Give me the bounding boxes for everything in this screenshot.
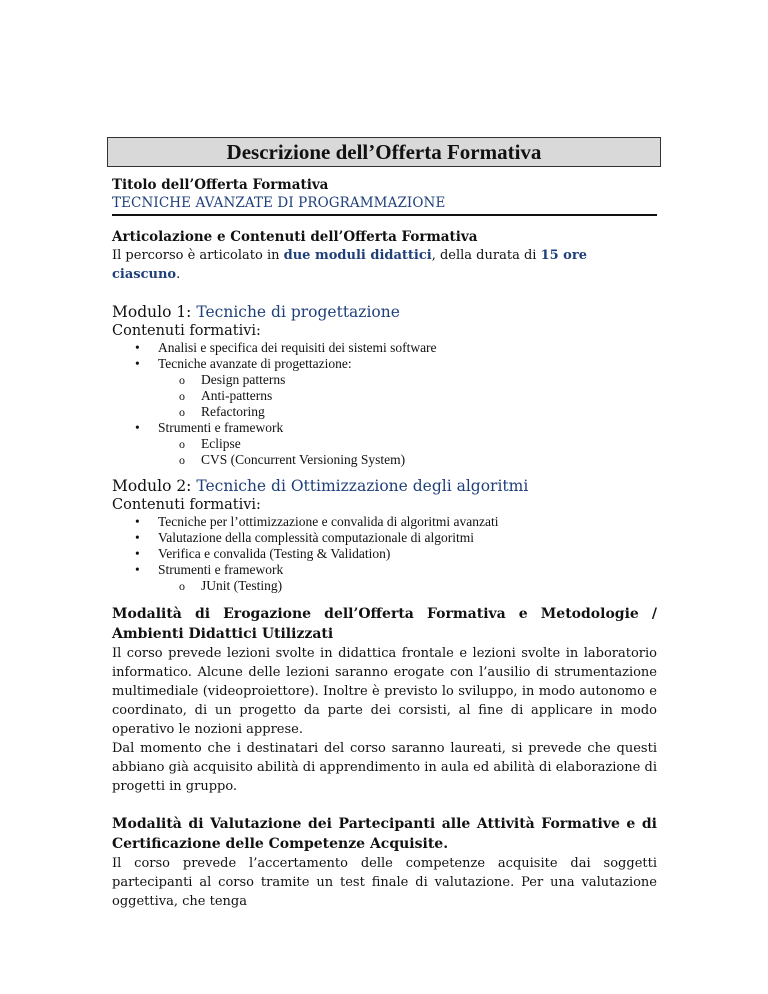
list-item [112, 420, 657, 468]
erogazione-paragraph-2: Dal momento che i destinatari del corso saranno laureati, si prevede che questi abbiano già acquisito abilità di apprendimento in aula ed abilità di elaborazione di progetti in gruppo. [112, 741, 657, 794]
valutazione-paragraph-1: Il corso prevede l’accertamento delle competenze acquisite dai soggetti partecipanti al corso tramite un test finale di valutazione. Per una valutazione oggettiva, che tenga [112, 856, 657, 909]
list-item [112, 356, 657, 420]
page-title: Descrizione dell’Offerta Formativa [107, 137, 661, 167]
module-prefix: Modulo 2: [112, 477, 197, 495]
module-1-title [112, 303, 657, 322]
course-title-label: Titolo dell’Offerta Formativa [112, 177, 329, 193]
intro-text: Il percorso è articolato in [112, 248, 284, 263]
list-item: • Tecniche per l’ottimizzazione e convalida di algoritmi avanzati [112, 514, 657, 530]
erogazione-paragraph-1: Il corso prevede lezioni svolte in didattica frontale e lezioni svolte in laboratorio informatico. Alcune delle lezioni saranno erogate con l’ausilio di strumentazione multimediale (videoproiettore). Inoltre è previsto lo sviluppo, in modo autonomo e coordinato, di un progetto da parte dei corsisti, al fine di applicare in modo operativo le nozioni apprese. [112, 646, 657, 737]
intro-text: , della durata di [431, 248, 541, 263]
sub-list-item: o Refactoring [112, 404, 657, 420]
intro-ore: 15 ore ciascuno [112, 248, 587, 282]
intro-text: . [176, 267, 181, 282]
module-name: Tecniche di progettazione [196, 303, 400, 321]
articolazione-heading: Articolazione e Contenuti dell’Offerta Formativa [112, 229, 478, 245]
list-item: • Verifica e convalida (Testing & Validation) [112, 546, 657, 562]
list-item-text: Strumenti e framework [158, 562, 284, 577]
list-item: • Analisi e specifica dei requisiti dei sistemi software [112, 340, 657, 356]
intro-moduli: due moduli didattici [283, 248, 432, 263]
articolazione-intro [112, 246, 657, 284]
module-2-list [112, 514, 657, 594]
course-title-value: TECNICHE AVANZATE DI PROGRAMMAZIONE [112, 194, 657, 216]
module-2-contents-label: Contenuti formativi: [112, 497, 261, 513]
list-item [112, 562, 657, 594]
document-body [112, 176, 657, 911]
list-item-text: Tecniche avanzate di progettazione: [158, 356, 352, 371]
sub-list-item: o Anti-patterns [112, 388, 657, 404]
sub-list-item: o CVS (Concurrent Versioning System) [112, 452, 657, 468]
sub-list-item: o JUnit (Testing) [112, 578, 657, 594]
module-2-title [112, 477, 657, 496]
valutazione-heading: Modalità di Valutazione dei Partecipanti alle Attività Formative e di Certificazione delle Competenze Acquisite. [112, 816, 657, 852]
list-item-text: Strumenti e framework [158, 420, 284, 435]
module-1-contents-label: Contenuti formativi: [112, 323, 261, 339]
sub-list-item: o Design patterns [112, 372, 657, 388]
list-item: • Valutazione della complessità computazionale di algoritmi [112, 530, 657, 546]
module-1-list [112, 340, 657, 468]
module-prefix: Modulo 1: [112, 303, 197, 321]
erogazione-heading: Modalità di Erogazione dell’Offerta Formativa e Metodologie / Ambienti Didattici Utilizzati [112, 606, 657, 642]
module-name: Tecniche di Ottimizzazione degli algoritmi [196, 477, 529, 495]
sub-list-item: o Eclipse [112, 436, 657, 452]
